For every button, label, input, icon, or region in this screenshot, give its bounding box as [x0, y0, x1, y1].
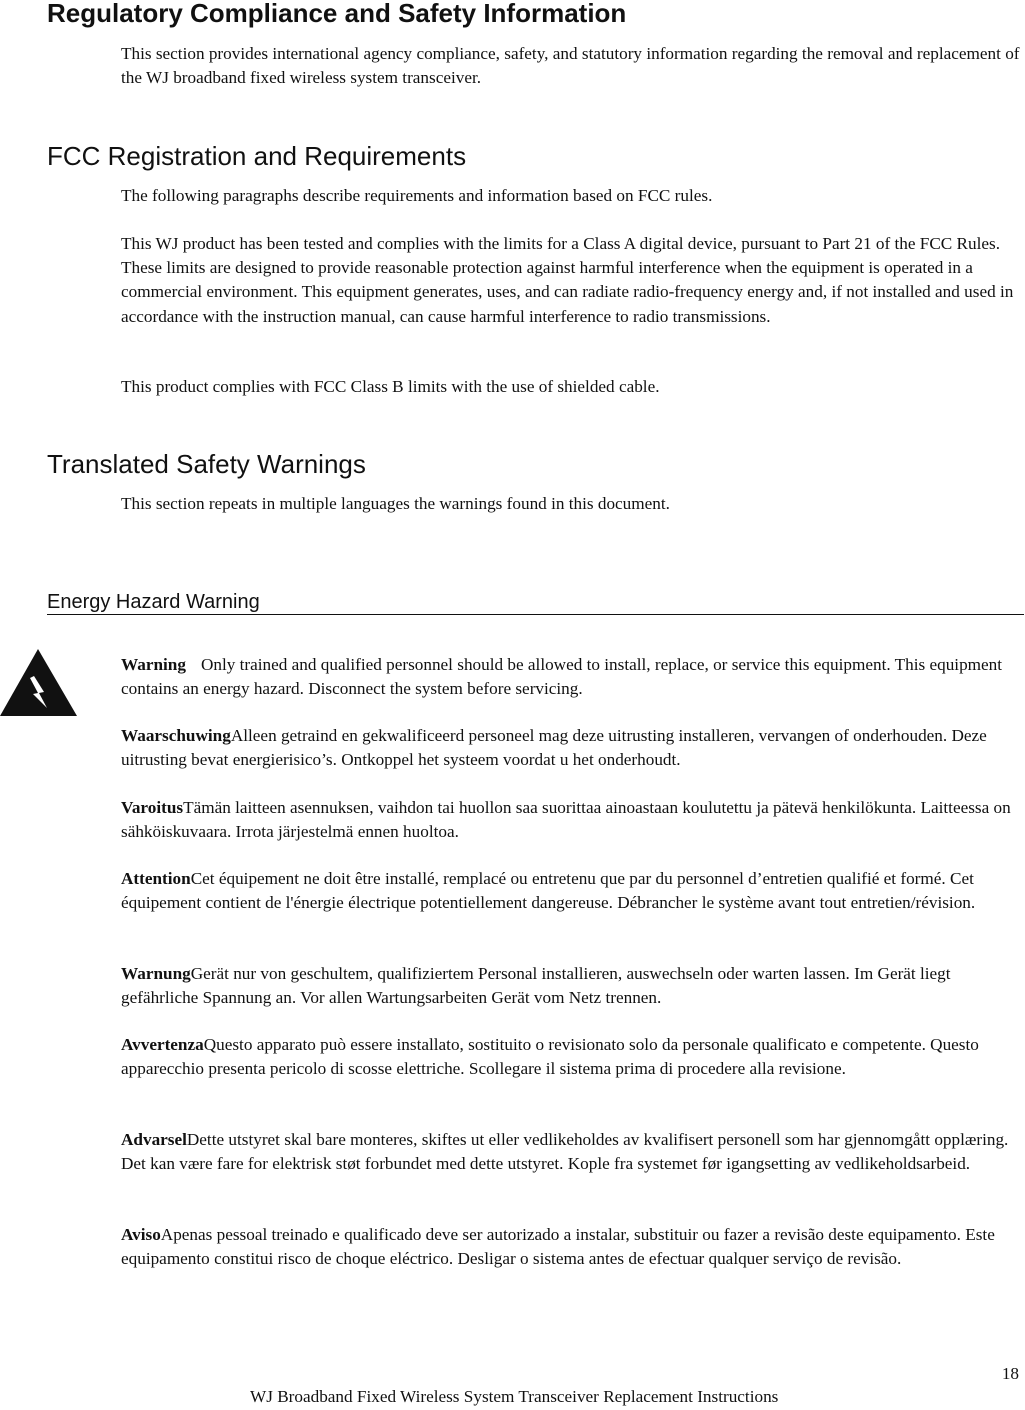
- fcc-paragraph-1: The following paragraphs describe requirements and information based on FCC rules.: [121, 186, 713, 205]
- warning-label-french: Attention: [121, 869, 191, 888]
- warning-finnish: [121, 796, 1021, 844]
- warning-text-english: Only trained and qualified personnel should be allowed to install, replace, or service this equipment. This equipment contains an energy hazard. Disconnect the system before servicing.: [121, 655, 1003, 699]
- warning-text-german: Gerät nur von geschultem, qualifiziertem Personal installieren, auswechseln oder warten lassen. Im Gerät liegt gefährliche Spannung an. Vor allen Wartungsarbeiten Gerät vom Netz trennen.: [121, 964, 951, 1008]
- warning-text-portuguese: Apenas pessoal treinado e qualificado deve ser autorizado a instalar, substituir ou fazer a revisão deste equipamento. Este equipamento constitui risco de choque eléctrico. Desligar o sistema antes de efectuar qualquer serviço de revisão.: [121, 1225, 995, 1269]
- page-title: Regulatory Compliance and Safety Information: [47, 0, 627, 28]
- warning-label-norwegian: Advarsel: [121, 1130, 187, 1149]
- warning-dutch: [121, 724, 1021, 772]
- energy-hazard-warning-icon: [0, 648, 80, 718]
- warning-text-french: Cet équipement ne doit être installé, remplacé ou entretenu que par du personnel d’entretien qualifié et formé. Cet équipement contient de l'énergie électrique potentiellement dangereuse. Débrancher le système avant tout entretien/révision.: [121, 869, 976, 913]
- section-divider: [47, 614, 1024, 615]
- warning-label-english: Warning: [121, 655, 186, 674]
- warning-text-dutch: Alleen getraind en gekwalificeerd personeel mag deze uitrusting installeren, vervangen of onderhouden. Deze uitrusting bevat energierisico’s. Ontkoppel het systeem voordat u het onderhoudt.: [121, 726, 987, 770]
- warning-german: [121, 962, 1021, 1010]
- warning-label-finnish: Varoitus: [121, 798, 184, 817]
- warning-text-italian: Questo apparato può essere installato, sostituito o revisionato solo da personale qualificato e competente. Questo apparecchio presenta pericolo di scosse elettriche. Scollegare il sistema prima di procedere alla revisione.: [121, 1035, 979, 1079]
- page-footer: WJ Broadband Fixed Wireless System Transceiver Replacement Instructions: [250, 1387, 779, 1406]
- warning-label-german: Warnung: [121, 964, 191, 983]
- warning-label-portuguese: Aviso: [121, 1225, 161, 1244]
- intro-paragraph: This section provides international agency compliance, safety, and statutory information regarding the removal and replacement of the WJ broadband fixed wireless system transceiver.: [121, 44, 1020, 88]
- energy-hazard-heading: Energy Hazard Warning: [47, 591, 260, 613]
- warning-english: [121, 653, 1021, 701]
- translated-warnings-heading: Translated Safety Warnings: [47, 449, 366, 479]
- page-number: 18: [1001, 1364, 1019, 1383]
- translated-warnings-paragraph: This section repeats in multiple languages the warnings found in this document.: [121, 494, 670, 513]
- fcc-heading: FCC Registration and Requirements: [47, 141, 467, 171]
- warning-french: [121, 867, 1021, 915]
- warning-portuguese: [121, 1223, 1021, 1271]
- fcc-paragraph-3: This product complies with FCC Class B limits with the use of shielded cable.: [121, 377, 660, 396]
- warning-text-norwegian: Dette utstyret skal bare monteres, skiftes ut eller vedlikeholdes av kvalifisert personell som har gjennomgått opplæring. Det kan være fare for elektrisk støt forbundet med dette utstyret. Kople fra systemet før igangsetting av vedlikeholdsarbeid.: [121, 1130, 1009, 1174]
- warning-label-dutch: Waarschuwing: [121, 726, 231, 745]
- warning-norwegian: [121, 1128, 1021, 1176]
- fcc-paragraph-2: This WJ product has been tested and complies with the limits for a Class A digital device, pursuant to Part 21 of the FCC Rules. These limits are designed to provide reasonable protection against harmful interference when the equipment is operated in a commercial environment. This equipment generates, uses, and can radiate radio-frequency energy and, if not installed and used in accordance with the instruction manual, can cause harmful interference to radio transmissions.: [121, 234, 1014, 326]
- warning-text-finnish: Tämän laitteen asennuksen, vaihdon tai huollon saa suorittaa ainoastaan koulutettu ja pätevä henkilökunta. Laitteessa on sähköiskuvaara. Irrota järjestelmä ennen huoltoa.: [121, 798, 1011, 842]
- warning-italian: [121, 1033, 1021, 1081]
- warning-label-italian: Avvertenza: [121, 1035, 204, 1054]
